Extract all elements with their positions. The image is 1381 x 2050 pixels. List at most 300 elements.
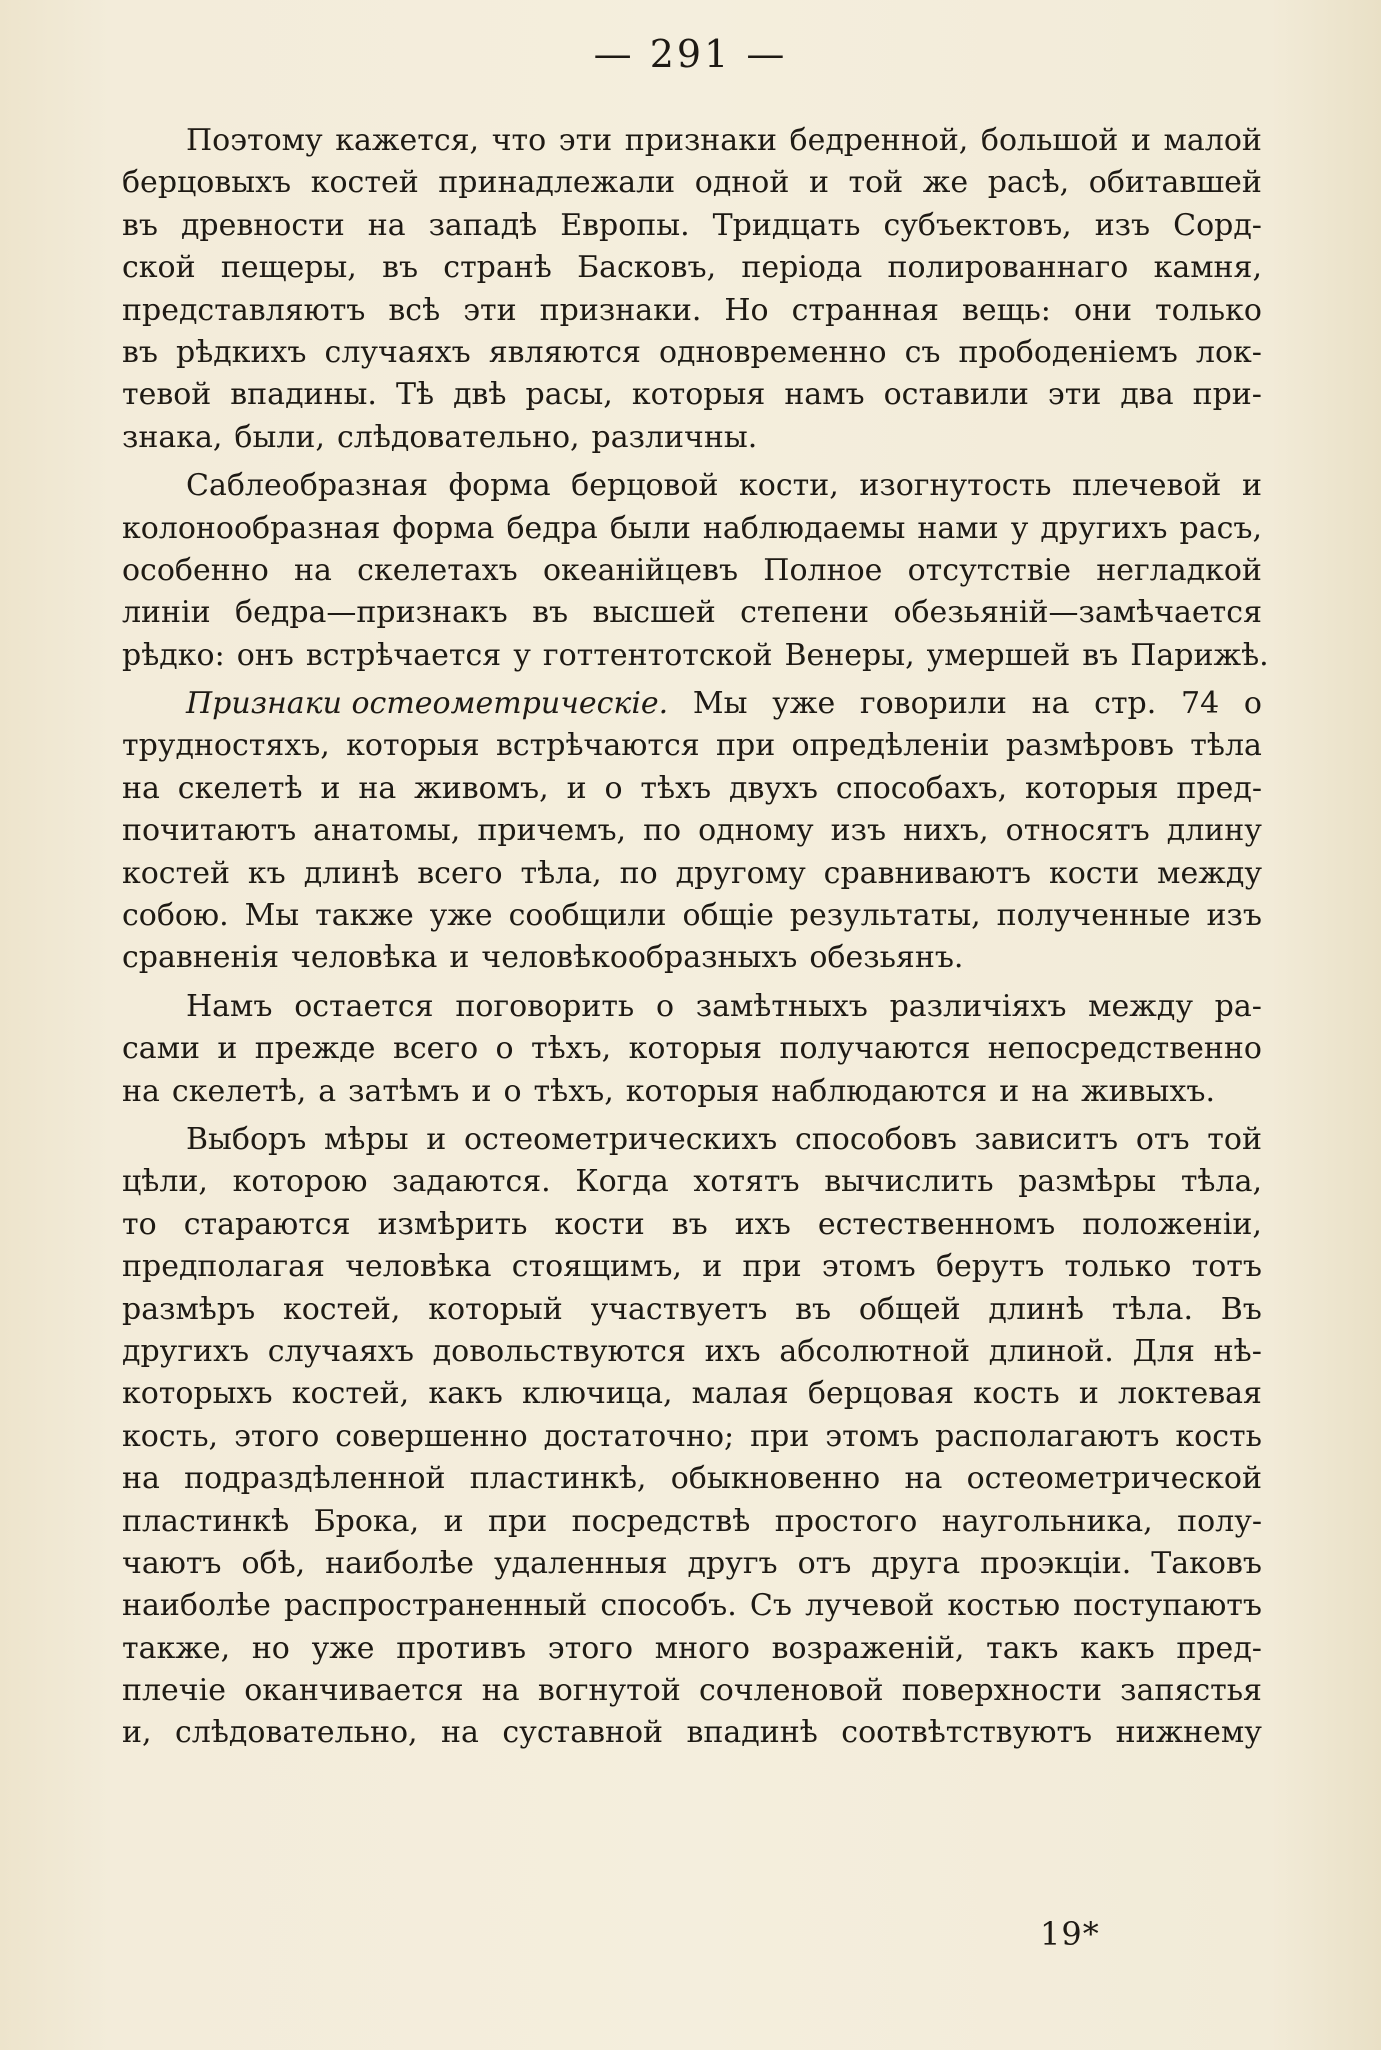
word: на (1031, 1073, 1070, 1109)
word: костей (122, 855, 230, 891)
word: противъ (396, 1630, 527, 1666)
word: обыкновенно (670, 1461, 881, 1497)
word: довольствуются (432, 1333, 686, 1369)
text-line (122, 247, 1262, 289)
text-line (122, 937, 1262, 979)
word: наиболѣе (122, 1588, 271, 1624)
text-line (122, 1119, 1262, 1161)
word: и (566, 770, 587, 806)
word: которыя (1025, 770, 1159, 806)
text-line (122, 417, 1262, 459)
word: ра- (1214, 988, 1262, 1024)
word: скелетѣ, (171, 1073, 307, 1109)
word: отъ (797, 1545, 852, 1581)
text-line (122, 1204, 1262, 1246)
word: сравненія (122, 940, 280, 976)
word: уже (311, 1630, 375, 1666)
word: одной (694, 165, 790, 201)
word: бедра—признакъ (235, 595, 508, 631)
text-line (122, 374, 1262, 416)
word: по (643, 813, 682, 849)
word: у (513, 637, 531, 673)
word: тѣхъ, (533, 1073, 614, 1109)
word: совершенно (335, 1418, 528, 1454)
word: одному (698, 813, 814, 849)
word: пещеры, (220, 250, 357, 286)
word: на (358, 770, 397, 806)
word: тѣхъ (640, 770, 712, 806)
word: бедра (506, 510, 598, 546)
word: о (503, 1073, 522, 1109)
word: скелетахъ (357, 552, 518, 588)
word: отъ (1135, 1121, 1190, 1157)
word: два (1120, 377, 1174, 413)
word: уже (429, 898, 493, 934)
word: размѣръ (122, 1291, 256, 1327)
word: у (1010, 510, 1029, 546)
word: тевой (122, 377, 212, 413)
word: и (443, 1503, 464, 1539)
word: Венеры, (784, 637, 915, 673)
word: берцовой (571, 468, 719, 504)
word: при (488, 1503, 548, 1539)
word: особенно (122, 552, 269, 588)
word: рѣдко: (122, 637, 225, 673)
word: собою. (122, 898, 229, 934)
word: длинѣ (303, 855, 400, 891)
word: абсолютной (779, 1333, 971, 1369)
word: костей, (282, 1291, 401, 1327)
word: о (495, 1031, 514, 1067)
word: Выборъ (186, 1121, 307, 1157)
word: и (808, 165, 829, 201)
word: въ (671, 1206, 708, 1242)
word: остеометрическихъ (463, 1121, 778, 1157)
word: пластинкѣ (122, 1503, 290, 1539)
word: стараются (183, 1206, 351, 1242)
word: Полное (763, 552, 883, 588)
word: встрѣчается (305, 637, 502, 673)
body-text (122, 120, 1269, 1755)
word: случаяхъ (324, 334, 471, 370)
word: на (122, 770, 160, 806)
word: цѣли, (122, 1164, 208, 1200)
word: оставили (883, 377, 1029, 413)
word: размѣровъ (1005, 728, 1174, 764)
word: которыя (346, 728, 480, 764)
word: лучевой (805, 1588, 935, 1624)
word: какъ (428, 1376, 503, 1412)
word: способовъ (794, 1121, 957, 1157)
word: запястья (1120, 1673, 1262, 1709)
text-line (122, 508, 1262, 550)
word: тѣхъ, (530, 1031, 612, 1067)
word: только (1064, 1249, 1172, 1285)
word: высшей (592, 595, 716, 631)
word: изогнутость (859, 468, 1052, 504)
word: результаты, (789, 898, 981, 934)
word: прежде (254, 1031, 376, 1067)
word: въ (382, 250, 419, 286)
text-line (122, 465, 1262, 507)
word: говорили (859, 686, 1007, 722)
word: тотъ (1191, 1249, 1262, 1285)
word: суставной (502, 1715, 664, 1751)
word: впадинѣ (686, 1715, 818, 1751)
word: расы, (525, 377, 613, 413)
word: при (750, 1418, 810, 1454)
text-line (122, 1416, 1262, 1458)
text-line (122, 683, 1262, 725)
word: расѣ, (987, 165, 1070, 201)
word: и (320, 770, 341, 806)
word: на (122, 1073, 160, 1109)
italic-heading: Признаки остеометрическіе. (186, 686, 669, 722)
word: зависитъ (974, 1121, 1119, 1157)
word: который (428, 1291, 563, 1327)
word: положеніи, (1082, 1206, 1262, 1242)
word: негладкой (1096, 552, 1262, 588)
word: были (609, 510, 691, 546)
word: и (426, 1121, 447, 1157)
word: рѣдкихъ (176, 334, 307, 370)
word: плечіе (122, 1673, 226, 1709)
word: о (1243, 686, 1262, 722)
word: въ (122, 334, 158, 370)
word: нижнему (1115, 1715, 1262, 1751)
word: слѣдовательно, (336, 419, 580, 455)
word: полированнаго (887, 250, 1129, 286)
word: непосредственно (987, 1031, 1262, 1067)
word: и (449, 940, 470, 976)
word: трудностяхъ, (122, 728, 330, 764)
word: Тѣ (395, 377, 435, 413)
word: которыхъ (122, 1376, 273, 1412)
word: которою (232, 1164, 368, 1200)
word: способъ. (600, 1588, 737, 1624)
word: кость, (122, 1418, 219, 1454)
text-line (122, 1071, 1262, 1113)
word: всѣ (388, 292, 441, 328)
word: представляютъ (122, 292, 366, 328)
word: длиной. (988, 1333, 1114, 1369)
word: которыя (631, 377, 766, 413)
word: готтентотской (542, 637, 773, 673)
word: періода (741, 250, 863, 286)
word: Саблеобразная (186, 468, 429, 504)
word: длину (1166, 813, 1262, 849)
word: и (217, 1031, 238, 1067)
word: всего (417, 855, 503, 891)
word: тѣла. (1111, 1291, 1193, 1327)
text-line (122, 853, 1262, 895)
word: способахъ, (835, 770, 1008, 806)
word: ской (122, 250, 196, 286)
word: Европы. (560, 207, 690, 243)
word: сами (122, 1031, 201, 1067)
word: длинѣ (988, 1291, 1085, 1327)
text-line (122, 1585, 1262, 1627)
word: отсутствіе (907, 552, 1071, 588)
text-line (122, 635, 1269, 677)
word: признаки (624, 123, 777, 158)
word: сочленовой (698, 1673, 884, 1709)
text-line (122, 290, 1262, 332)
word: изъ (1206, 898, 1262, 934)
word: нѣ- (1213, 1333, 1262, 1369)
word: на (904, 1461, 943, 1497)
word: размѣры (1018, 1164, 1157, 1200)
text-line (122, 162, 1262, 204)
word: только (1155, 292, 1262, 328)
word: линіи (122, 595, 211, 631)
word: двухъ (729, 770, 819, 806)
word: въ (1082, 637, 1119, 673)
word: подраздѣленной (184, 1461, 446, 1497)
word: Намъ (186, 988, 273, 1024)
word: измѣрить (377, 1206, 528, 1242)
word: полу- (1177, 1503, 1262, 1539)
text-line (122, 1543, 1262, 1585)
word: оканчивается (244, 1673, 464, 1709)
word: Поэтому (186, 123, 323, 158)
word: камня, (1153, 250, 1262, 286)
word: также (315, 898, 414, 934)
word: той (848, 165, 904, 201)
word: сообщили (508, 898, 667, 934)
text-line (122, 1373, 1262, 1415)
word: костей, (291, 1376, 410, 1412)
word: онъ (236, 637, 294, 673)
word: являются (488, 334, 641, 370)
word: Но (724, 292, 769, 328)
word: полученные (996, 898, 1191, 934)
word: Мы (692, 686, 748, 722)
word: стоящимъ, (511, 1249, 682, 1285)
word: кость (973, 1376, 1060, 1412)
word: нихъ, (903, 813, 989, 849)
text-line (122, 1161, 1262, 1203)
word: а (318, 1073, 337, 1109)
word: которыя (625, 1073, 760, 1109)
word: обезьянъ. (809, 940, 964, 976)
word: остеометрической (966, 1461, 1262, 1497)
word: форма (392, 510, 495, 546)
word: изъ (1094, 207, 1151, 243)
text-line (122, 768, 1262, 810)
word: при (716, 728, 776, 764)
word: Въ (1220, 1291, 1262, 1327)
word: другому (675, 855, 806, 891)
text-line (122, 1458, 1262, 1500)
word: при- (1192, 377, 1262, 413)
word: причемъ, (477, 813, 627, 849)
signature-mark: 19* (1040, 1915, 1100, 1953)
word: локтевая (1117, 1376, 1262, 1412)
word: намъ (784, 377, 865, 413)
word: древности (180, 207, 345, 243)
word: человѣкообразныхъ (481, 940, 798, 976)
word: же (922, 165, 969, 201)
word: о (655, 988, 675, 1024)
word: но (251, 1630, 290, 1666)
word: въ (532, 595, 569, 631)
word: участвуетъ (590, 1291, 768, 1327)
word: получаются (779, 1031, 971, 1067)
word: малая (691, 1376, 789, 1412)
word: эти (558, 123, 613, 158)
word: общей (858, 1291, 961, 1327)
word: между (1088, 988, 1193, 1024)
word: кость (1175, 1418, 1262, 1454)
word: Парижѣ. (1130, 637, 1269, 673)
text-line (122, 332, 1262, 374)
word: пред- (1176, 770, 1262, 806)
word: 74 (1180, 686, 1220, 722)
word: въ (122, 207, 158, 243)
word: располагаютъ (935, 1418, 1160, 1454)
word: на (441, 1715, 479, 1751)
word: они (1073, 292, 1132, 328)
text-line (122, 986, 1262, 1028)
text-line (122, 550, 1262, 592)
word: простого (774, 1503, 918, 1539)
word: расъ, (1179, 510, 1262, 546)
word: случаяхъ (267, 1333, 414, 1369)
word: проэкціи. (980, 1545, 1132, 1581)
word: уже (772, 686, 836, 722)
word: стр. (1094, 686, 1157, 722)
word: которыя (628, 1031, 763, 1067)
word: анатомы, (313, 813, 461, 849)
word: съ (904, 334, 941, 370)
word: этомъ (821, 1249, 916, 1285)
word: Мы (244, 898, 300, 934)
word: то (122, 1206, 157, 1242)
word: обитавшей (1088, 165, 1262, 201)
word: вычислить (824, 1164, 994, 1200)
word: этого (234, 1418, 320, 1454)
word: и (999, 1073, 1020, 1109)
word: наблюдаемы (702, 510, 906, 546)
word: кости (1048, 855, 1140, 891)
word: на (294, 552, 332, 588)
word: обѣ, (241, 1545, 306, 1581)
word: остается (294, 988, 434, 1024)
word: и (1078, 1376, 1099, 1412)
text-line (122, 1246, 1262, 1288)
text-line (122, 1501, 1262, 1543)
word: такъ (986, 1630, 1059, 1666)
word: форма (448, 468, 551, 504)
word: впадины. (230, 377, 377, 413)
word: этого (547, 1630, 634, 1666)
text-line (122, 1712, 1262, 1754)
word: субъектовъ, (883, 207, 1072, 243)
word: Съ (749, 1588, 792, 1624)
word: этомъ (825, 1418, 920, 1454)
word: наиболѣе (325, 1545, 475, 1581)
word: лок- (1195, 334, 1262, 370)
word: на (1031, 686, 1070, 722)
word: другихъ (1040, 510, 1168, 546)
word: ихъ (704, 1333, 761, 1369)
word: какъ (1080, 1630, 1155, 1666)
word: затѣмъ (348, 1073, 460, 1109)
word: опредѣленіи (791, 728, 990, 764)
word: много (654, 1630, 750, 1666)
word: степени (740, 595, 870, 631)
word: берцовыхъ (122, 165, 292, 201)
word: признаки. (539, 292, 702, 328)
word: странная (791, 292, 939, 328)
word: тѣла, (520, 855, 602, 891)
word: скелетѣ (177, 770, 303, 806)
word: на (481, 1673, 520, 1709)
text-line (122, 725, 1262, 767)
word: были, (234, 419, 325, 455)
text-line (122, 810, 1262, 852)
text-line (122, 1628, 1262, 1670)
word: костей (310, 165, 419, 201)
word: пластинкѣ, (469, 1461, 647, 1497)
word: и (702, 1249, 723, 1285)
word: большой (980, 123, 1119, 158)
text-line (122, 205, 1262, 247)
word: кажется, (335, 123, 480, 158)
word: берутъ (935, 1249, 1045, 1285)
word: соотвѣтствуютъ (841, 1715, 1093, 1751)
word: другъ (687, 1545, 778, 1581)
word: поговорить (455, 988, 635, 1024)
word: наблюдаются (771, 1073, 988, 1109)
word: возраженій, (771, 1630, 965, 1666)
word: общіе (682, 898, 774, 934)
word: и (471, 1073, 492, 1109)
word: также, (122, 1630, 231, 1666)
word: западѣ (428, 207, 538, 243)
word: той (1207, 1121, 1262, 1157)
word: между (1157, 855, 1262, 891)
text-line (122, 592, 1262, 634)
word: костью (947, 1588, 1061, 1624)
text-line (122, 895, 1262, 937)
word: вогнутой (537, 1673, 681, 1709)
word: одновременно (659, 334, 887, 370)
word: при (742, 1249, 802, 1285)
word: удаленныя (493, 1545, 668, 1581)
word: и (1130, 123, 1151, 158)
word: двѣ (453, 377, 507, 413)
word: Сорд- (1173, 207, 1262, 243)
word: умершей (926, 637, 1071, 673)
word: и, (122, 1715, 152, 1751)
word: живыхъ. (1081, 1073, 1215, 1109)
word: пред- (1176, 1630, 1262, 1666)
word: различіяхъ (889, 988, 1067, 1024)
word: Тридцать (712, 207, 861, 243)
word: прободеніемъ (958, 334, 1178, 370)
word: чаютъ (122, 1545, 222, 1581)
word: почитаютъ (122, 813, 297, 849)
text-line (122, 1331, 1262, 1373)
word: о (604, 770, 623, 806)
word: Брока, (313, 1503, 420, 1539)
word: сравниваютъ (823, 855, 1032, 891)
word: принадлежали (438, 165, 676, 201)
text-line (122, 1028, 1262, 1070)
word: эти (1047, 377, 1102, 413)
